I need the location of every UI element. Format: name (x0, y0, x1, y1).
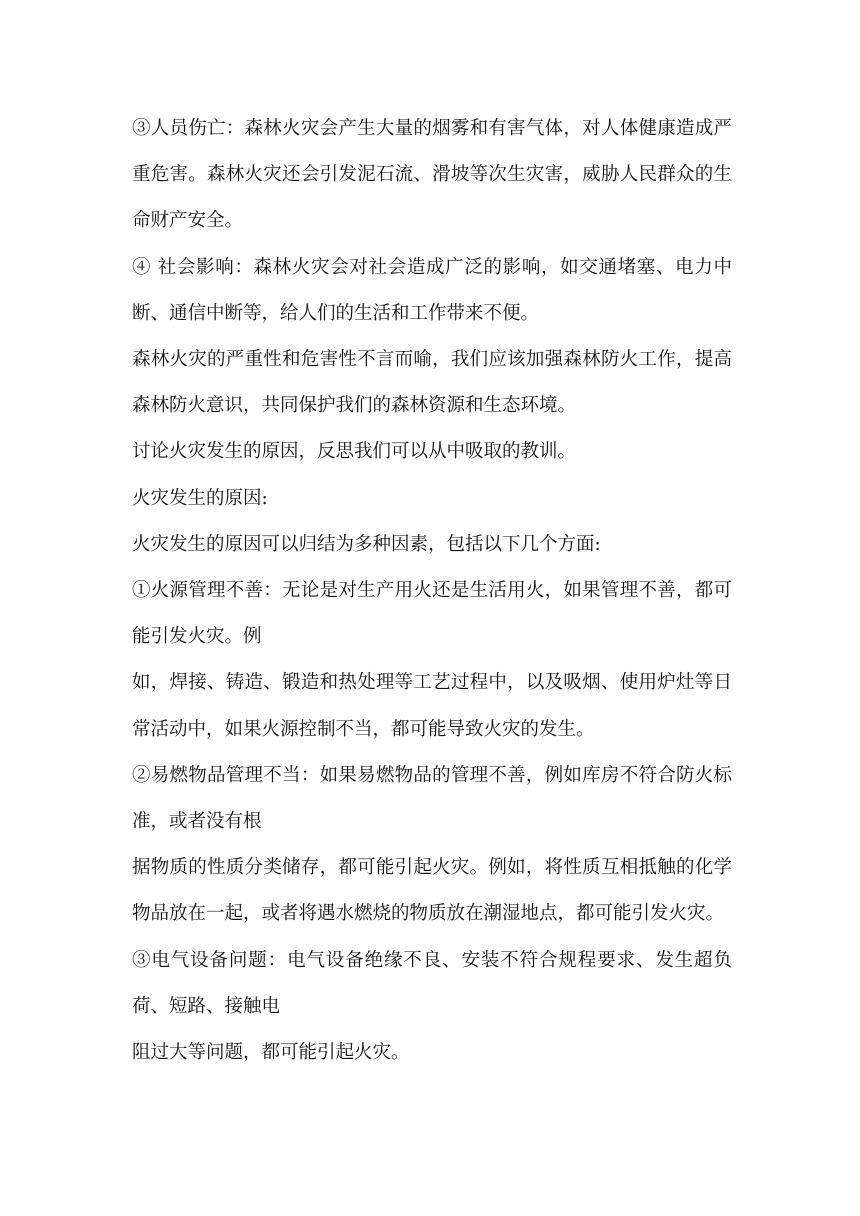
paragraph-seriousness: 森林火灾的严重性和危害性不言而喻，我们应该加强森林防火工作，提高森林防火意识，共同保护我们的森林资源和生态环境。 (132, 349, 732, 417)
paragraph-electrical: ③电气设备问题：电气设备绝缘不良、安装不符合规程要求、发生超负荷、短路、接触电 (132, 949, 732, 1017)
paragraph-causes-intro: 火灾发生的原因可以归结为多种因素，包括以下几个方面: (132, 533, 601, 555)
paragraph-electrical-continued: 阻过大等问题，都可能引起火灾。 (132, 1042, 410, 1064)
paragraph-social-impact: ④ 社会影响：森林火灾会对社会造成广泛的影响，如交通堵塞、电力中断、通信中断等，给人们的生活和工作带来不便。 (132, 256, 732, 324)
paragraph-fire-source-continued: 如，焊接、铸造、锻造和热处理等工艺过程中，以及吸烟、使用炉灶等日常活动中，如果火源控制不当，都可能导致火灾的发生。 (132, 672, 732, 740)
paragraph-discussion-prompt: 讨论火灾发生的原因，反思我们可以从中吸取的教训。 (132, 441, 577, 463)
paragraph-fire-source: ①火源管理不善：无论是对生产用火还是生活用火，如果管理不善，都可能引发火灾。例 (132, 580, 732, 648)
paragraph-flammables-continued: 据物质的性质分类储存，都可能引起火灾。例如，将性质互相抵触的化学物品放在一起，或者将遇水燃烧的物质放在潮湿地点，都可能引发火灾。 (132, 857, 732, 925)
document-body (132, 106, 732, 1076)
paragraph-causes-heading: 火灾发生的原因: (132, 487, 268, 509)
paragraph-casualties: ③人员伤亡：森林火灾会产生大量的烟雾和有害气体，对人体健康造成严重危害。森林火灾还会引发泥石流、滑坡等次生灾害，威胁人民群众的生命财产安全。 (132, 118, 732, 232)
paragraph-flammables: ②易燃物品管理不当：如果易燃物品的管理不善，例如库房不符合防火标准，或者没有根 (132, 764, 732, 833)
